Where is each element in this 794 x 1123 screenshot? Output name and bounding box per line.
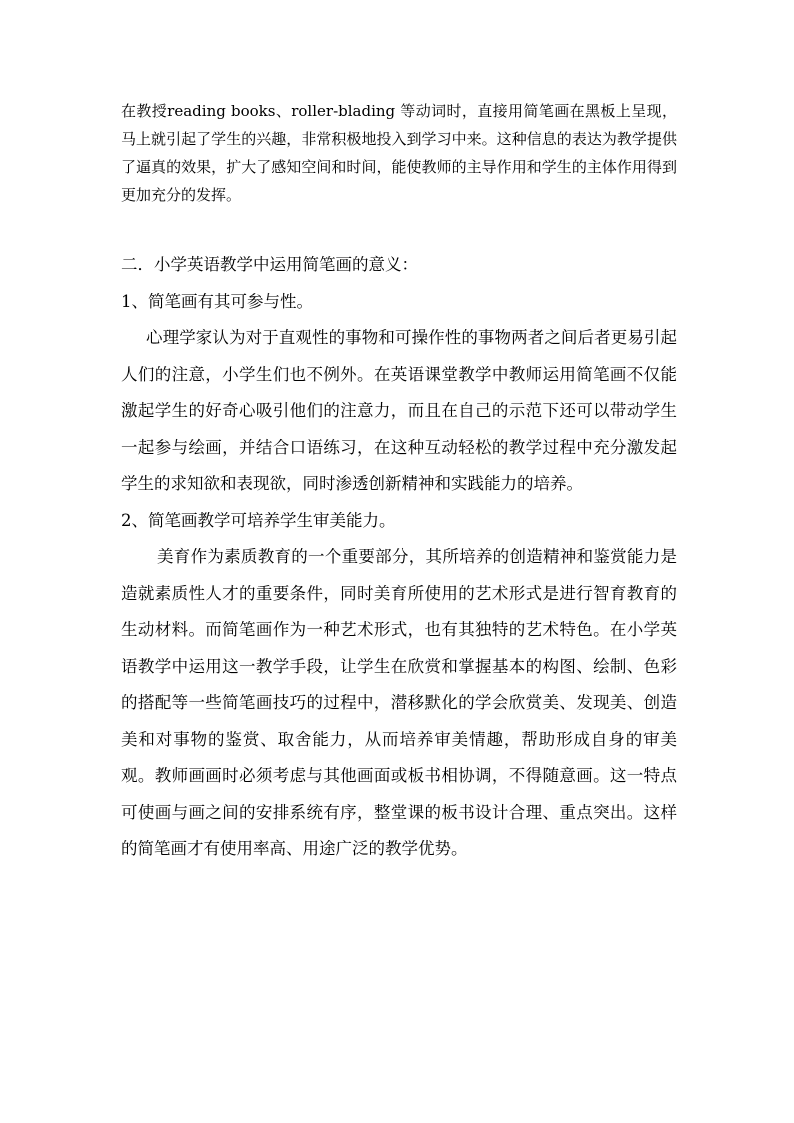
- point2-heading: 2、简笔画教学可培养学生审美能力。: [121, 510, 396, 530]
- section-heading: 二．小学英语教学中运用简笔画的意义：: [121, 255, 418, 274]
- point2-body: 美育作为素质教育的一个重要部分，其所培养的创造精神和鉴赏能力是造就素质性人才的重要条件，同时美育所使用的艺术形式是进行智育教育的生动材料。而简笔画作为一种艺术形式，也有其独特的艺术特色。在小学英语教学中运用这一教学手段，让学生在欣赏和掌握基本的构图、绘制、色彩的搭配等一些简笔画技巧的过程中，潜移默化的学会欣赏美、发现美、创造美和对事物的鉴赏、取舍能力，从而培养审美情趣，帮助形成自身的审美观。教师画画时必须考虑与其他画面或板书相协调，不得随意画。这一特点可使画与画之间的安排系统有序，整堂课的板书设计合理、重点突出。这样的简笔画才有使用率高、用途广泛的教学优势。: [121, 547, 677, 858]
- section-body: [121, 247, 677, 868]
- intro-paragraph: 在教授reading books、roller-blading 等动词时，直接用简笔画在黑板上呈现，马上就引起了学生的兴趣，非常积极地投入到学习中来。这种信息的表达为教学提供了逼真的效果，扩大了感知空间和时间，能使教师的主导作用和学生的主体作用得到更加充分的发挥。: [121, 102, 677, 204]
- point1-heading: 1、简笔画有其可参与性。: [121, 291, 313, 311]
- point1-body: 心理学家认为对于直观性的事物和可操作性的事物两者之间后者更易引起人们的注意，小学生们也不例外。在英语课堂教学中教师运用简笔画不仅能激起学生的好奇心吸引他们的注意力，而且在自己的示范下还可以带动学生一起参与绘画，并结合口语练习，在这种互动轻松的教学过程中充分激发起学生的求知欲和表现欲，同时渗透创新精神和实践能力的培养。: [121, 328, 677, 493]
